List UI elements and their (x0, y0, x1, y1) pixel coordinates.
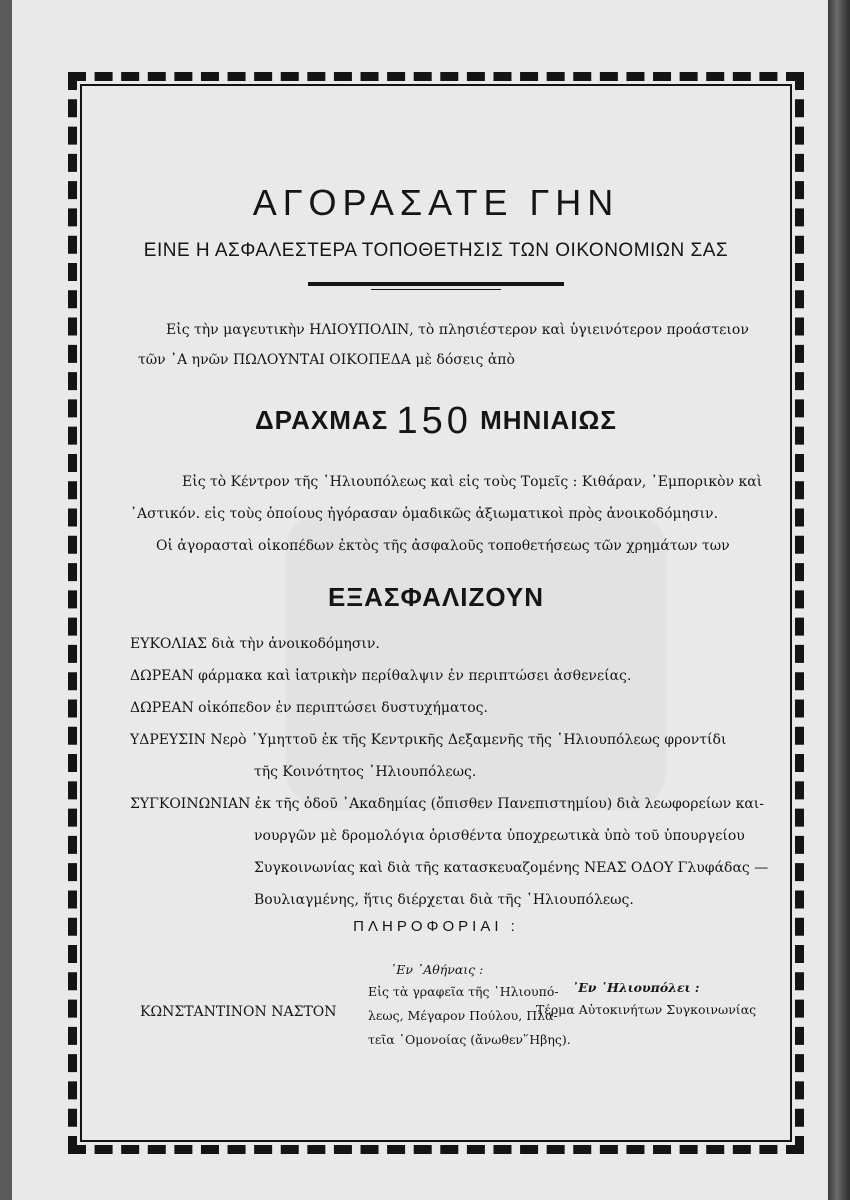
advertisement-content (86, 90, 786, 1140)
benefit-4-line-1: ΥΔΡΕΥΣΙΝ Νερὸ ῾Υμηττοῦ ἐκ τῆς Κεντρικῆς Δεξαμενῆς τῆς ῾Ηλιουπόλεως φροντίδι (130, 732, 727, 748)
athens-address-3: τεῖα ῾Ομονοίας (ἄνωθεν῞Ηβης). (368, 1032, 571, 1047)
benefit-5-line-4: Βουλιαγμένης, ἥτις διέρχεται διὰ τῆς ῾Ηλιουπόλεως. (254, 892, 634, 908)
ad-title: ΑΓΟΡΑΣΑΤΕ ΓΗΝ (252, 182, 620, 223)
benefit-3: ΔΩΡΕΑΝ οἰκόπεδον ἐν περιπτώσει δυστυχήματος. (130, 700, 488, 716)
price-number: 150 (396, 400, 472, 442)
ad-subtitle: ΕΙΝΕ Η ΑΣΦΑΛΕΣΤΕΡΑ ΤΟΠΟΘΕΤΗΣΙΣ ΤΩΝ ΟΙΚΟΝΟΜΙΩΝ ΣΑΣ (143, 240, 729, 261)
center-line-3: Οἱ ἀγορασταὶ οἰκοπέδων ἐκτὸς τῆς ἀσφαλοῦς τοποθετήσεως τῶν χρημάτων των (156, 538, 730, 554)
price-word-monthly: ΜΗΝΙΑΙΩΣ (480, 405, 618, 435)
book-spine (828, 0, 850, 1200)
title-rule (308, 282, 564, 286)
contact-name: ΚΩΝΣΤΑΝΤΙΝΟΝ ΝΑΣΤΟΝ (140, 1004, 337, 1020)
heliopolis-label: ᾿Εν ῾Ηλιουπόλει : (572, 980, 700, 995)
price-word-drachmas: ΔΡΑΧΜΑΣ (254, 405, 389, 435)
price-headline (86, 400, 786, 443)
athens-label: ᾿Εν ᾿Αθήναις : (390, 962, 484, 977)
heliopolis-address: Τέρμα Αὐτοκινήτων Συγκοινωνίας (536, 1002, 757, 1017)
center-line-1: Εἰς τὸ Κέντρον τῆς ῾Ηλιουπόλεως καὶ εἰς τοὺς Τομεῖς : Κιθάραν, ᾿Εμπορικὸν καὶ (182, 474, 763, 490)
intro-line-1: Εἰς τὴν μαγευτικὴν ΗΛΙΟΥΠΟΛΙΝ, τὸ πλησιέστερον καὶ ὑγιεινότερον προάστειον (166, 322, 749, 338)
benefit-2: ΔΩΡΕΑΝ φάρμακα καὶ ἰατρικὴν περίθαλψιν ἐν περιπτώσει ἀσθενείας. (130, 668, 632, 684)
center-line-2: ᾿Αστικόν. εἰς τοὺς ὁποίους ἠγόρασαν ὁμαδικῶς ἀξιωματικοὶ πρὸς ἀνοικοδόμησιν. (130, 506, 719, 522)
intro-line-2: τῶν ᾿Α ηνῶν ΠΩΛΟΥΝΤΑΙ ΟΙΚΟΠΕΔΑ μὲ δόσεις ἀπὸ (138, 352, 515, 368)
athens-address-2: λεως, Μέγαρον Πούλου, Πλα- (368, 1008, 558, 1023)
benefit-4-line-2: τῆς Κοινότητος ῾Ηλιουπόλεως. (254, 764, 477, 780)
info-heading: ΠΛΗΡΟΦΟΡΙΑΙ : (353, 918, 519, 935)
benefit-5-line-2: νουργῶν μὲ δρομολόγια ὁρισθέντα ὑποχρεωτικὰ ὑπὸ τοῦ ὑπουργείου (254, 828, 745, 844)
athens-address-1: Εἰς τὰ γραφεῖα τῆς ῾Ηλιουπό- (368, 984, 559, 999)
benefit-5-line-1: ΣΥΓΚΟΙΝΩΝΙΑΝ ἐκ τῆς ὁδοῦ ᾿Ακαδημίας (ὄπισθεν Πανεπιστημίου) διὰ λεωφορείων και- (130, 796, 765, 812)
benefit-1: ΕΥΚΟΛΙΑΣ διὰ τὴν ἀνοικοδόμησιν. (130, 636, 380, 652)
secure-headline: ΕΞΑΣΦΑΛΙΖΟΥΝ (328, 582, 544, 612)
benefit-5-line-3: Συγκοινωνίας καὶ διὰ τῆς κατασκευαζομένης ΝΕΑΣ ΟΔΟΥ Γλυφάδας — (254, 860, 769, 876)
title-rule-thin (371, 289, 501, 290)
